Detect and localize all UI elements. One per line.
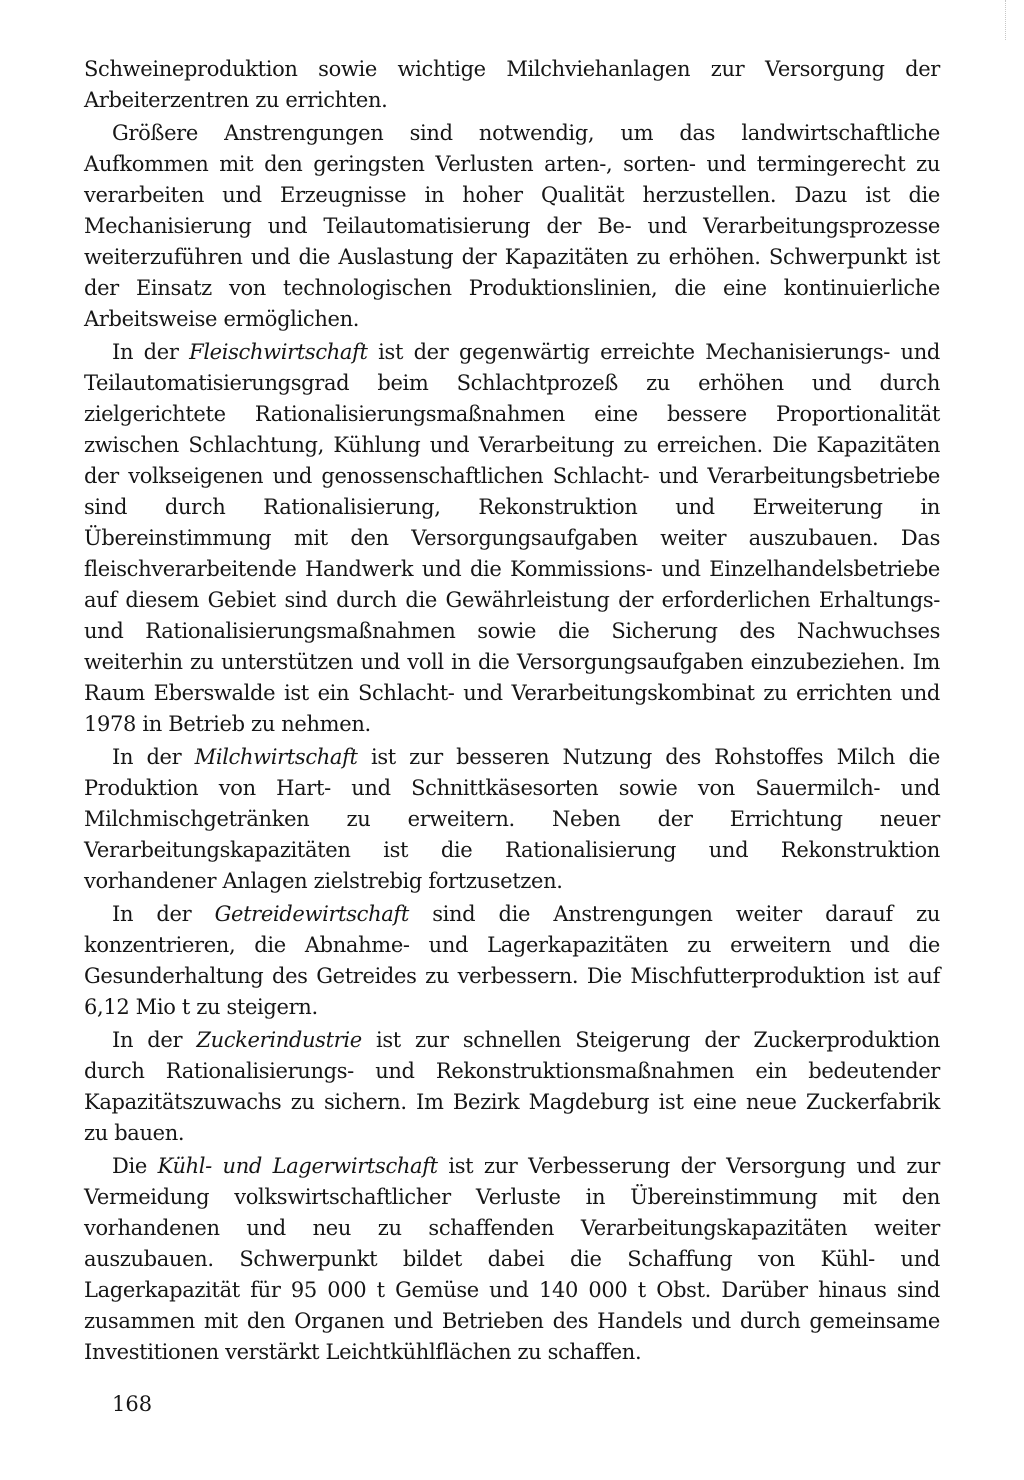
section-term-milchwirtschaft: Milchwirtschaft [194,745,358,769]
paragraph-lead: In der [112,745,195,769]
paragraph-grain-industry [84,899,940,1023]
paragraph-lead: In der [112,902,215,926]
page-body [84,54,940,1370]
scan-edge-marks [999,0,1006,40]
paragraph-text: ist zur besseren Nutzung des Rohstoffes Milch die Produktion von Hart- und Schnittkäsesorten sowie von Sauermilch- und Milchmischgetränken zu erweitern. Neben der Errichtung neuer Verarbeitungskapazitäten ist die Rationalisierung und Rekonstruktion vorhandener Anlagen zielstrebig fortzusetzen. [84,745,940,893]
paragraph-dairy-industry [84,742,940,897]
page-number: 168 [112,1392,153,1416]
paragraph-text: Schweineproduktion sowie wichtige Milchviehanlagen zur Versorgung der Arbeiterzentren zu errichten. [84,57,940,112]
paragraph-text: ist zur Verbesserung der Versorgung und zur Vermeidung volkswirtschaftlicher Verluste in Übereinstimmung mit den vorhandenen und neu zu schaffenden Verarbeitungskapazitäten weiter auszubauen. Schwerpunkt bildet dabei die Schaffung von Kühl- und Lagerkapazität für 95 000 t Gemüse und 140 000 t Obst. Darüber hinaus sind zusammen mit den Organen und Betrieben des Handels und durch gemeinsame Investitionen verstärkt Leichtkühlflächen zu schaffen. [84,1154,940,1364]
paragraph-lead: In der [112,340,190,364]
paragraph-continuation [84,54,940,116]
paragraph-text: ist zur schnellen Steigerung der Zuckerproduktion durch Rationalisierungs- und Rekonstruktionsmaßnahmen ein bedeutender Kapazitätszuwachs zu sichern. Im Bezirk Magdeburg ist eine neue Zuckerfabrik zu bauen. [84,1028,940,1145]
paragraph-lead: In der [112,1028,197,1052]
paragraph-sugar-industry [84,1025,940,1149]
paragraph-cold-storage [84,1151,940,1368]
section-term-zuckerindustrie: Zuckerindustrie [196,1028,362,1052]
paragraph-text: Größere Anstrengungen sind notwendig, um das landwirtschaftliche Aufkommen mit den geringsten Verlusten arten-, sorten- und termingerecht zu verarbeiten und Erzeugnisse in hoher Qualität herzustellen. Dazu ist die Mechanisierung und Teilautomatisierung der Be- und Verarbeitungsprozesse weiterzuführen und die Auslastung der Kapazitäten zu erhöhen. Schwerpunkt ist der Einsatz von technologischen Produktionslinien, die eine kontinuierliche Arbeitsweise ermöglichen. [84,121,940,331]
section-term-kuehl-lagerwirtschaft: Kühl- und Lagerwirtschaft [157,1154,438,1178]
paragraph-meat-industry [84,337,940,740]
paragraph-text: ist der gegenwärtig erreichte Mechanisierungs- und Teilautomatisierungsgrad beim Schlachtprozeß zu erhöhen und durch zielgerichtete Rationalisierungsmaßnahmen eine bessere Proportionalität zwischen Schlachtung, Kühlung und Verarbeitung zu erreichen. Die Kapazitäten der volkseigenen und genossenschaftlichen Schlacht- und Verarbeitungsbetriebe sind durch Rationalisierung, Rekonstruktion und Erweiterung in Übereinstimmung mit den Versorgungsaufgaben weiter auszubauen. Das fleischverarbeitende Handwerk und die Kommissions- und Einzelhandelsbetriebe auf diesem Gebiet sind durch die Gewährleistung der erforderlichen Erhaltungs- und Rationalisierungsmaßnahmen sowie die Sicherung des Nachwuchses weiterhin zu unterstützen und voll in die Versorgungsaufgaben einzubeziehen. Im Raum Eberswalde ist ein Schlacht- und Verarbeitungskombinat zu errichten und 1978 in Betrieb zu nehmen. [84,340,940,736]
paragraph-lead: Die [112,1154,158,1178]
paragraph-text: sind die Anstrengungen weiter darauf zu konzentrieren, die Abnahme- und Lagerkapazitäten zu erweitern und die Gesunderhaltung des Getreides zu verbessern. Die Mischfutterproduktion ist auf 6,12 Mio t zu steigern. [84,902,940,1019]
paragraph-processing [84,118,940,335]
section-term-fleischwirtschaft: Fleischwirtschaft [189,340,368,364]
section-term-getreidewirtschaft: Getreidewirtschaft [214,902,409,926]
